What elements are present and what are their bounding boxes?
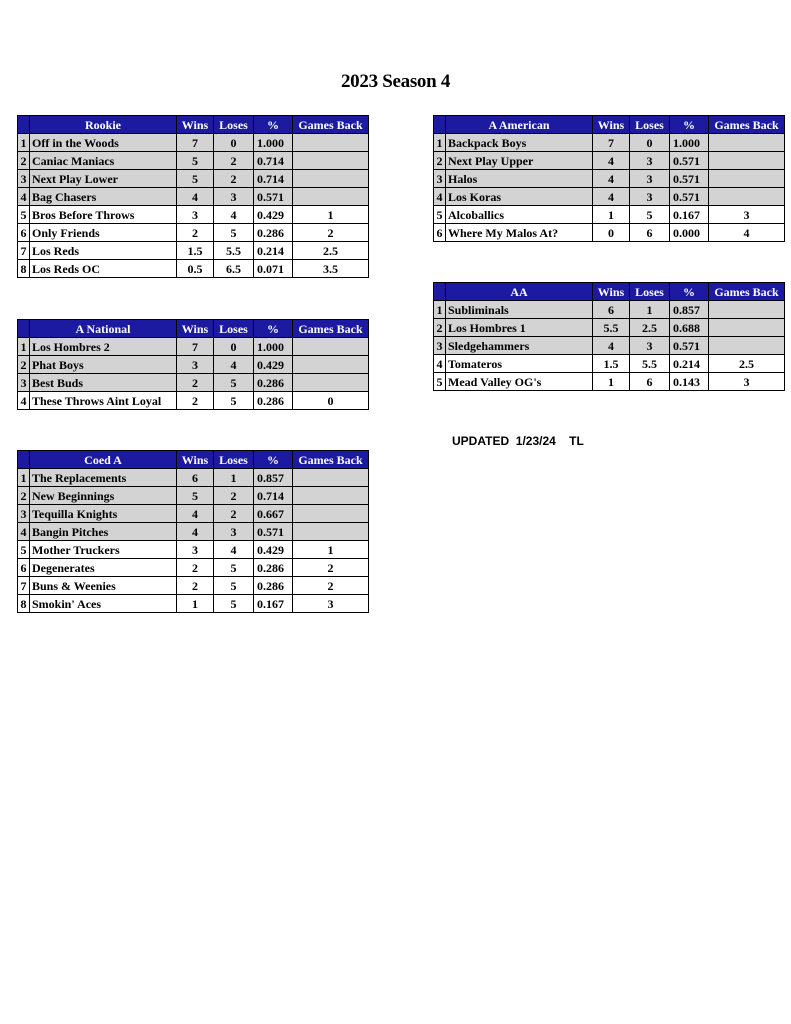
games-back-cell (709, 152, 785, 170)
team-name-cell: Los Reds (30, 242, 177, 260)
loses-cell: 4 (214, 206, 254, 224)
division-name: Coed A (30, 451, 177, 469)
rank-cell: 7 (18, 242, 30, 260)
rank-cell: 5 (434, 206, 446, 224)
pct-cell: 0.429 (254, 206, 293, 224)
table-row (18, 374, 369, 392)
loses-cell: 5 (214, 224, 254, 242)
loses-cell: 5.5 (214, 242, 254, 260)
games-back-cell: 1 (293, 206, 369, 224)
wins-cell: 1 (593, 373, 630, 391)
loses-cell: 6 (630, 224, 670, 242)
wins-cell: 4 (177, 188, 214, 206)
wins-cell: 0 (593, 224, 630, 242)
loses-cell: 2 (214, 170, 254, 188)
pct-cell: 0.688 (670, 319, 709, 337)
table-row (434, 337, 785, 355)
wins-cell: 7 (177, 338, 214, 356)
pct-cell: 0.071 (254, 260, 293, 278)
team-name-cell: Los Hombres 1 (446, 319, 593, 337)
wins-cell: 3 (177, 541, 214, 559)
rank-cell: 2 (434, 152, 446, 170)
wins-header: Wins (177, 451, 214, 469)
pct-cell: 0.714 (254, 170, 293, 188)
games-back-header: Games Back (293, 116, 369, 134)
table-row (18, 260, 369, 278)
pct-cell: 0.714 (254, 152, 293, 170)
pct-cell: 0.167 (670, 206, 709, 224)
games-back-cell: 2.5 (709, 355, 785, 373)
games-back-cell (293, 523, 369, 541)
games-back-cell (709, 188, 785, 206)
team-name-cell: Only Friends (30, 224, 177, 242)
rank-cell: 2 (18, 487, 30, 505)
team-name-cell: Degenerates (30, 559, 177, 577)
team-name-cell: Mead Valley OG's (446, 373, 593, 391)
rank-cell: 4 (434, 355, 446, 373)
loses-cell: 3 (214, 523, 254, 541)
rank-cell: 3 (18, 170, 30, 188)
games-back-cell (293, 487, 369, 505)
team-name-cell: Los Reds OC (30, 260, 177, 278)
games-back-cell: 2.5 (293, 242, 369, 260)
loses-header: Loses (214, 116, 254, 134)
pct-cell: 0.214 (670, 355, 709, 373)
rank-cell: 2 (434, 319, 446, 337)
wins-cell: 3 (177, 356, 214, 374)
header-blank-cell (18, 320, 30, 338)
loses-cell: 2 (214, 487, 254, 505)
pct-cell: 0.857 (254, 469, 293, 487)
wins-cell: 0.5 (177, 260, 214, 278)
table-row (18, 523, 369, 541)
rank-cell: 3 (18, 374, 30, 392)
wins-cell: 5.5 (593, 319, 630, 337)
table-row (434, 170, 785, 188)
table-row (18, 392, 369, 410)
games-back-cell: 2 (293, 577, 369, 595)
loses-cell: 0 (214, 338, 254, 356)
rank-cell: 1 (434, 134, 446, 152)
games-back-header: Games Back (709, 283, 785, 301)
rank-cell: 5 (434, 373, 446, 391)
team-name-cell: These Throws Aint Loyal (30, 392, 177, 410)
header-blank-cell (434, 116, 446, 134)
wins-cell: 4 (593, 170, 630, 188)
games-back-cell: 2 (293, 559, 369, 577)
loses-cell: 3 (630, 337, 670, 355)
wins-cell: 5 (177, 170, 214, 188)
pct-cell: 0.286 (254, 392, 293, 410)
wins-cell: 6 (593, 301, 630, 319)
table-row (18, 338, 369, 356)
games-back-header: Games Back (709, 116, 785, 134)
loses-cell: 2 (214, 505, 254, 523)
loses-cell: 6.5 (214, 260, 254, 278)
division-name: AA (446, 283, 593, 301)
standings-table-aa (433, 282, 785, 391)
loses-cell: 3 (214, 188, 254, 206)
team-name-cell: New Beginnings (30, 487, 177, 505)
wins-cell: 5 (177, 487, 214, 505)
loses-cell: 5 (214, 559, 254, 577)
wins-cell: 6 (177, 469, 214, 487)
rank-cell: 5 (18, 206, 30, 224)
games-back-cell (293, 374, 369, 392)
team-name-cell: Los Koras (446, 188, 593, 206)
wins-cell: 7 (177, 134, 214, 152)
team-name-cell: Next Play Lower (30, 170, 177, 188)
team-name-cell: Sledgehammers (446, 337, 593, 355)
table-row (434, 301, 785, 319)
games-back-cell: 3 (709, 373, 785, 391)
table-row (434, 152, 785, 170)
team-name-cell: Bros Before Throws (30, 206, 177, 224)
page-title: 2023 Season 4 (340, 71, 451, 92)
team-name-cell: Phat Boys (30, 356, 177, 374)
division-name: A National (30, 320, 177, 338)
games-back-cell: 3.5 (293, 260, 369, 278)
loses-cell: 3 (630, 170, 670, 188)
loses-cell: 5 (214, 392, 254, 410)
loses-cell: 5.5 (630, 355, 670, 373)
loses-header: Loses (214, 451, 254, 469)
games-back-cell (709, 170, 785, 188)
header-blank-cell (18, 451, 30, 469)
team-name-cell: Bag Chasers (30, 188, 177, 206)
pct-cell: 0.571 (254, 188, 293, 206)
team-name-cell: Alcoballics (446, 206, 593, 224)
standings-table-coed-a (17, 450, 369, 613)
team-name-cell: Mother Truckers (30, 541, 177, 559)
wins-cell: 2 (177, 577, 214, 595)
pct-cell: 0.286 (254, 577, 293, 595)
games-back-cell (709, 301, 785, 319)
team-name-cell: Buns & Weenies (30, 577, 177, 595)
table-row (18, 188, 369, 206)
table-row (434, 319, 785, 337)
pct-cell: 1.000 (670, 134, 709, 152)
games-back-header: Games Back (293, 320, 369, 338)
pct-cell: 0.286 (254, 224, 293, 242)
loses-cell: 5 (214, 374, 254, 392)
rank-cell: 6 (434, 224, 446, 242)
rank-cell: 1 (18, 134, 30, 152)
division-name: Rookie (30, 116, 177, 134)
header-blank-cell (434, 283, 446, 301)
rank-cell: 4 (18, 523, 30, 541)
loses-cell: 0 (214, 134, 254, 152)
rank-cell: 3 (18, 505, 30, 523)
rank-cell: 8 (18, 260, 30, 278)
pct-cell: 0.143 (670, 373, 709, 391)
games-back-cell: 1 (293, 541, 369, 559)
team-name-cell: The Replacements (30, 469, 177, 487)
loses-cell: 2.5 (630, 319, 670, 337)
loses-cell: 4 (214, 541, 254, 559)
pct-cell: 0.167 (254, 595, 293, 613)
rank-cell: 4 (18, 188, 30, 206)
team-name-cell: Tequilla Knights (30, 505, 177, 523)
wins-cell: 3 (177, 206, 214, 224)
loses-cell: 1 (630, 301, 670, 319)
standings-table-a-american (433, 115, 785, 242)
games-back-cell (293, 338, 369, 356)
table-header-row (18, 116, 369, 134)
rank-cell: 1 (18, 338, 30, 356)
rank-cell: 3 (434, 170, 446, 188)
standings-table-rookie (17, 115, 369, 278)
wins-cell: 4 (593, 188, 630, 206)
rank-cell: 1 (18, 469, 30, 487)
table-row (434, 206, 785, 224)
team-name-cell: Next Play Upper (446, 152, 593, 170)
wins-cell: 4 (593, 337, 630, 355)
loses-header: Loses (630, 116, 670, 134)
games-back-cell (709, 319, 785, 337)
table-row (434, 224, 785, 242)
pct-cell: 0.286 (254, 374, 293, 392)
wins-cell: 2 (177, 224, 214, 242)
loses-cell: 1 (214, 469, 254, 487)
table-row (18, 134, 369, 152)
rank-cell: 2 (18, 356, 30, 374)
pct-cell: 0.571 (254, 523, 293, 541)
pct-cell: 0.571 (670, 337, 709, 355)
wins-cell: 4 (177, 523, 214, 541)
updated-note: UPDATED 1/23/24 TL (452, 434, 584, 448)
games-back-cell: 3 (293, 595, 369, 613)
loses-header: Loses (214, 320, 254, 338)
table-row (434, 355, 785, 373)
games-back-cell (293, 505, 369, 523)
table-row (434, 134, 785, 152)
pct-header: % (254, 116, 293, 134)
games-back-cell (293, 170, 369, 188)
wins-cell: 1.5 (177, 242, 214, 260)
pct-cell: 0.429 (254, 541, 293, 559)
games-back-cell (293, 356, 369, 374)
rank-cell: 6 (18, 224, 30, 242)
division-name: A American (446, 116, 593, 134)
team-name-cell: Best Buds (30, 374, 177, 392)
rank-cell: 6 (18, 559, 30, 577)
games-back-cell (293, 188, 369, 206)
pct-header: % (254, 320, 293, 338)
games-back-cell (709, 134, 785, 152)
wins-cell: 4 (177, 505, 214, 523)
table-header-row (434, 116, 785, 134)
loses-cell: 2 (214, 152, 254, 170)
pct-cell: 0.286 (254, 559, 293, 577)
rank-cell: 7 (18, 577, 30, 595)
games-back-header: Games Back (293, 451, 369, 469)
rank-cell: 4 (434, 188, 446, 206)
team-name-cell: Halos (446, 170, 593, 188)
team-name-cell: Tomateros (446, 355, 593, 373)
wins-cell: 1 (593, 206, 630, 224)
rank-cell: 3 (434, 337, 446, 355)
pct-cell: 0.571 (670, 152, 709, 170)
table-row (18, 242, 369, 260)
wins-cell: 1 (177, 595, 214, 613)
pct-cell: 0.714 (254, 487, 293, 505)
loses-cell: 5 (214, 577, 254, 595)
team-name-cell: Smokin' Aces (30, 595, 177, 613)
team-name-cell: Caniac Maniacs (30, 152, 177, 170)
team-name-cell: Los Hombres 2 (30, 338, 177, 356)
table-row (18, 559, 369, 577)
table-row (18, 469, 369, 487)
pct-cell: 0.571 (670, 170, 709, 188)
wins-cell: 5 (177, 152, 214, 170)
games-back-cell (293, 152, 369, 170)
pct-header: % (670, 116, 709, 134)
table-row (18, 152, 369, 170)
pct-cell: 1.000 (254, 134, 293, 152)
games-back-cell: 2 (293, 224, 369, 242)
loses-cell: 4 (214, 356, 254, 374)
wins-cell: 4 (593, 152, 630, 170)
loses-cell: 3 (630, 152, 670, 170)
loses-header: Loses (630, 283, 670, 301)
games-back-cell: 4 (709, 224, 785, 242)
wins-header: Wins (593, 116, 630, 134)
table-row (18, 170, 369, 188)
loses-cell: 0 (630, 134, 670, 152)
team-name-cell: Subliminals (446, 301, 593, 319)
table-header-row (18, 451, 369, 469)
rank-cell: 4 (18, 392, 30, 410)
pct-cell: 0.214 (254, 242, 293, 260)
pct-cell: 0.429 (254, 356, 293, 374)
pct-cell: 0.571 (670, 188, 709, 206)
table-row (18, 487, 369, 505)
wins-header: Wins (177, 116, 214, 134)
games-back-cell (293, 469, 369, 487)
table-row (18, 595, 369, 613)
team-name-cell: Bangin Pitches (30, 523, 177, 541)
wins-header: Wins (177, 320, 214, 338)
loses-cell: 5 (630, 206, 670, 224)
wins-cell: 7 (593, 134, 630, 152)
table-row (18, 541, 369, 559)
wins-cell: 1.5 (593, 355, 630, 373)
pct-cell: 0.667 (254, 505, 293, 523)
pct-cell: 0.000 (670, 224, 709, 242)
games-back-cell: 3 (709, 206, 785, 224)
table-header-row (434, 283, 785, 301)
rank-cell: 5 (18, 541, 30, 559)
team-name-cell: Off in the Woods (30, 134, 177, 152)
loses-cell: 3 (630, 188, 670, 206)
wins-cell: 2 (177, 374, 214, 392)
pct-header: % (670, 283, 709, 301)
table-row (434, 373, 785, 391)
loses-cell: 6 (630, 373, 670, 391)
pct-cell: 0.857 (670, 301, 709, 319)
table-row (18, 577, 369, 595)
games-back-cell (709, 337, 785, 355)
rank-cell: 8 (18, 595, 30, 613)
wins-cell: 2 (177, 392, 214, 410)
pct-cell: 1.000 (254, 338, 293, 356)
pct-header: % (254, 451, 293, 469)
wins-header: Wins (593, 283, 630, 301)
games-back-cell (293, 134, 369, 152)
table-row (434, 188, 785, 206)
loses-cell: 5 (214, 595, 254, 613)
table-row (18, 224, 369, 242)
games-back-cell: 0 (293, 392, 369, 410)
table-row (18, 505, 369, 523)
team-name-cell: Backpack Boys (446, 134, 593, 152)
standings-table-a-national (17, 319, 369, 410)
wins-cell: 2 (177, 559, 214, 577)
team-name-cell: Where My Malos At? (446, 224, 593, 242)
table-header-row (18, 320, 369, 338)
table-row (18, 356, 369, 374)
rank-cell: 2 (18, 152, 30, 170)
rank-cell: 1 (434, 301, 446, 319)
header-blank-cell (18, 116, 30, 134)
table-row (18, 206, 369, 224)
